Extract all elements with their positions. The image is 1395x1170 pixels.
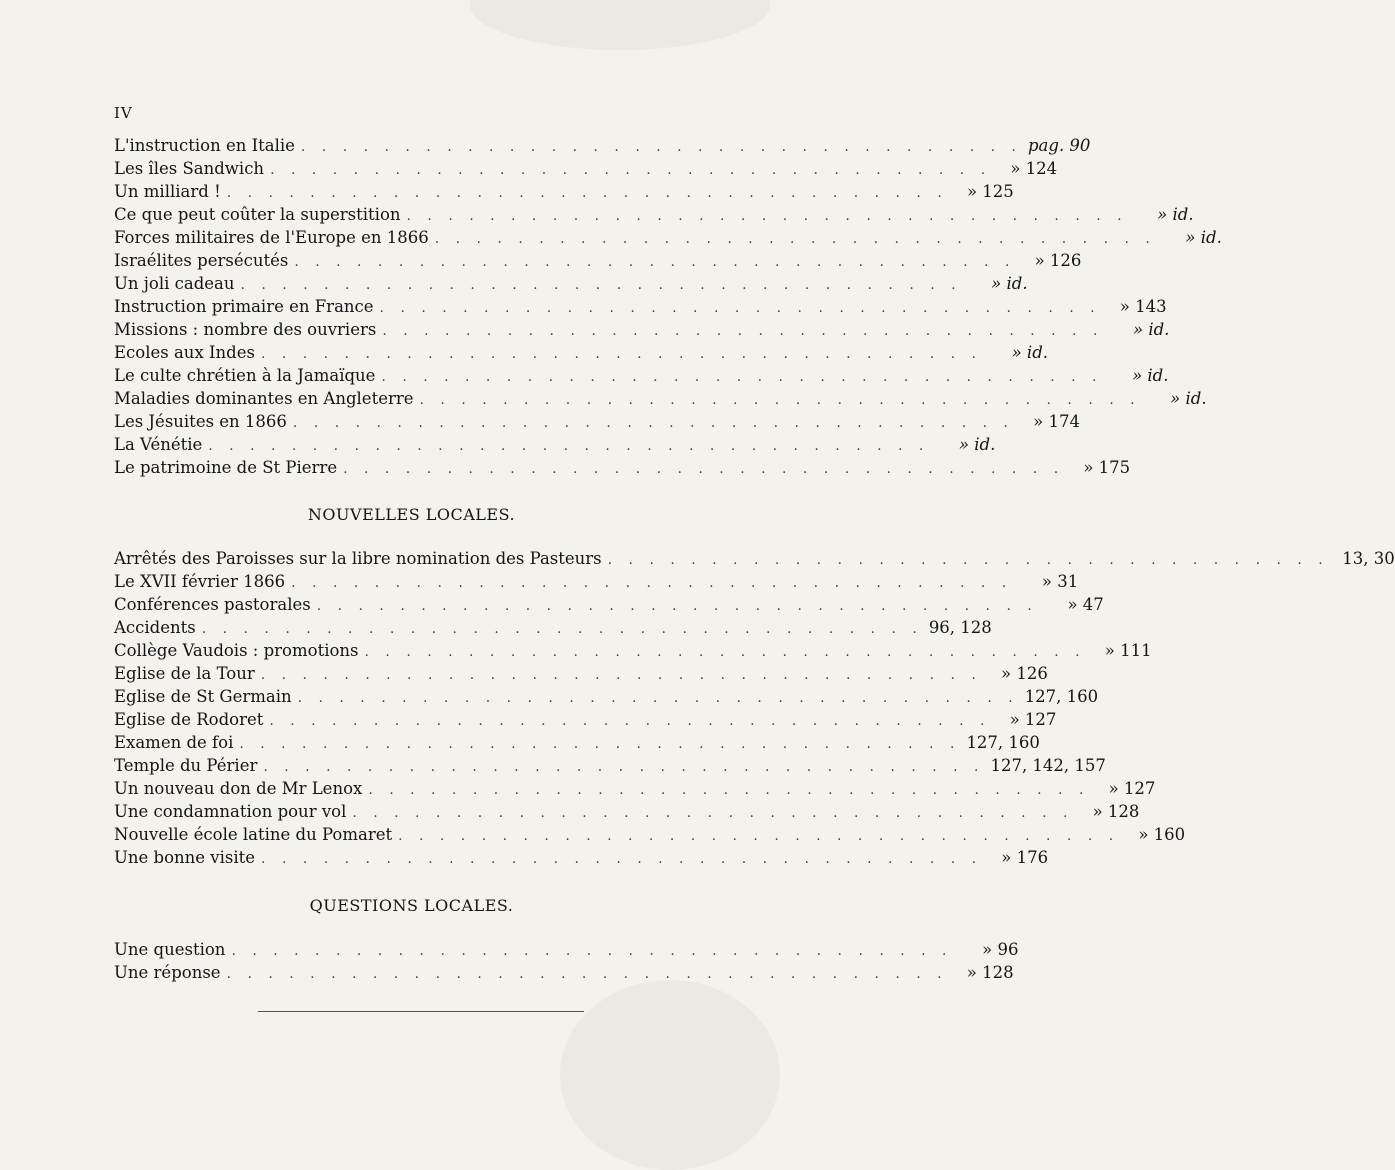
leader-dots: . . . . . . . . . . . . . . . . . . . . . . . . . . . . . . . . . . . <box>226 185 948 201</box>
toc-entry-title: Le XVII février 1866 <box>114 572 286 591</box>
toc-entry-title: Instruction primaire en France <box>114 297 374 316</box>
toc-entry <box>114 182 1014 205</box>
toc-entry <box>114 641 1152 664</box>
toc-entry-page-ref: » 31 <box>1041 572 1079 591</box>
toc-entry-page-ref: » 174 <box>1033 412 1080 431</box>
toc-entry-page-ref: » 125 <box>966 182 1014 201</box>
leader-dots: . . . . . . . . . . . . . . . . . . . . . . . . . . . . . . . . . . . <box>260 346 983 362</box>
leader-dots: . . . . . . . . . . . . . . . . . . . . . . . . . . . . . . . . . . . <box>352 805 1074 821</box>
toc-entry <box>114 963 1014 986</box>
toc-entry-title: Eglise de St Germain <box>114 687 292 706</box>
toc-entry <box>114 297 1167 320</box>
toc-section-nouvelles-locales <box>114 549 1395 871</box>
toc-entry-page-ref: » id. <box>1132 366 1169 385</box>
toc-entry-title: Une question <box>114 940 226 959</box>
toc-entry-page-ref: » 128 <box>1092 802 1140 821</box>
paper-stain <box>470 0 770 50</box>
toc-entry <box>114 664 1048 687</box>
toc-entry-title: Un joli cadeau <box>114 274 235 293</box>
toc-entry <box>114 825 1186 848</box>
leader-dots: . . . . . . . . . . . . . . . . . . . . . . . . . . . . . . . . . . . <box>260 667 982 683</box>
toc-entry <box>114 549 1395 572</box>
toc-entry-title: Arrêtés des Paroisses sur la libre nomination des Pasteurs <box>114 549 602 568</box>
toc-entry-title: Le culte chrétien à la Jamaïque <box>114 366 376 385</box>
leader-dots: . . . . . . . . . . . . . . . . . . . . . . . . . . . . . . . . . . . <box>382 323 1104 339</box>
leader-dots: . . . . . . . . . . . . . . . . . . . . . . . . . . . . . . . . . . . <box>263 759 985 775</box>
leader-dots: . . . . . . . . . . . . . . . . . . . . . . . . . . . . . . . . . . . <box>316 598 1038 614</box>
leader-dots: . . . . . . . . . . . . . . . . . . . . . . . . . . . . . . . . . . . <box>398 828 1120 844</box>
leader-dots: . . . . . . . . . . . . . . . . . . . . . . . . . . . . . . . . . . . <box>368 782 1090 798</box>
toc-entry-page-ref: » id. <box>1185 228 1222 247</box>
toc-entry-title: Forces militaires de l'Europe en 1866 <box>114 228 429 247</box>
toc-entry <box>114 389 1207 412</box>
toc-entry-page-ref: » 176 <box>1001 848 1049 867</box>
paper-stain <box>560 980 780 1170</box>
toc-entry-page-ref: » 126 <box>1034 251 1082 270</box>
toc-entry-title: Une bonne visite <box>114 848 256 867</box>
leader-dots: . . . . . . . . . . . . . . . . . . . . . . . . . . . . . . . . . . . <box>294 254 1016 270</box>
leader-dots: . . . . . . . . . . . . . . . . . . . . . . . . . . . . . . . . . . . <box>261 851 983 867</box>
leader-dots: . . . . . . . . . . . . . . . . . . . . . . . . . . . . . . . . . . . <box>300 139 1022 155</box>
toc-entry <box>114 274 1028 297</box>
toc-entry-title: Une condamnation pour vol <box>114 802 347 821</box>
toc-entry-title: Maladies dominantes en Angleterre <box>114 389 414 408</box>
toc-entry-page-ref: » 143 <box>1119 297 1167 316</box>
toc-entry-page-ref: 96, 128 <box>928 618 992 637</box>
toc-entry-page-ref: 127, 142, 157 <box>990 756 1106 775</box>
leader-dots: . . . . . . . . . . . . . . . . . . . . . . . . . . . . . . . . . . . <box>231 943 953 959</box>
toc-entry-title: Ecoles aux Indes <box>114 343 255 362</box>
toc-entry-title: Conférences pastorales <box>114 595 311 614</box>
toc-entry <box>114 458 1131 481</box>
leader-dots: . . . . . . . . . . . . . . . . . . . . . . . . . . . . . . . . . . . <box>343 461 1065 477</box>
toc-entry-title: Examen de foi <box>114 733 234 752</box>
toc-entry-title: Missions : nombre des ouvriers <box>114 320 377 339</box>
toc-entry <box>114 595 1104 618</box>
toc-entry-title: Une réponse <box>114 963 221 982</box>
toc-entry <box>114 228 1222 251</box>
toc-entry-title: Les Jésuites en 1866 <box>114 412 287 431</box>
toc-entry <box>114 687 1099 710</box>
toc-entry-page-ref: » 96 <box>982 940 1019 959</box>
leader-dots: . . . . . . . . . . . . . . . . . . . . . . . . . . . . . . . . . . . <box>292 415 1014 431</box>
toc-entry <box>114 366 1169 389</box>
toc-entry-title: Le patrimoine de St Pierre <box>114 458 338 477</box>
toc-entry-page-ref: 13, 30 <box>1342 549 1395 568</box>
toc-entry <box>114 412 1080 435</box>
toc-entry-title: Un nouveau don de Mr Lenox <box>114 779 363 798</box>
toc-entry-title: Nouvelle école latine du Pomaret <box>114 825 393 844</box>
toc-entry-page-ref: » 124 <box>1010 159 1058 178</box>
toc-entry-page-ref: » 128 <box>966 963 1014 982</box>
toc-entry-title: La Vénétie <box>114 435 203 454</box>
toc-entry <box>114 618 992 641</box>
toc-entry-page-ref: » id. <box>1170 389 1207 408</box>
toc-entry <box>114 251 1082 274</box>
toc-section-questions-locales <box>114 940 1019 986</box>
toc-entry <box>114 320 1170 343</box>
toc-entry-title: Collège Vaudois : promotions <box>114 641 359 660</box>
toc-entry-title: Temple du Périer <box>114 756 258 775</box>
toc-entry-page-ref: » id. <box>1157 205 1194 224</box>
leader-dots: . . . . . . . . . . . . . . . . . . . . . . . . . . . . . . . . . . . <box>269 713 991 729</box>
toc-entry-page-ref: » 175 <box>1083 458 1131 477</box>
toc-entry-page-ref: » 126 <box>1000 664 1048 683</box>
toc-entry-page-ref: » 111 <box>1104 641 1152 660</box>
toc-entry-page-ref: 127, 160 <box>1024 687 1099 706</box>
toc-entry-page-ref: » id. <box>1011 343 1049 362</box>
toc-entry <box>114 756 1106 779</box>
leader-dots: . . . . . . . . . . . . . . . . . . . . . . . . . . . . . . . . . . . <box>270 162 992 178</box>
toc-entry-title: Un milliard ! <box>114 182 221 201</box>
toc-entry-page-ref: » id. <box>1132 320 1170 339</box>
leader-dots: . . . . . . . . . . . . . . . . . . . . . . . . . . . . . . . . . . . <box>379 300 1101 316</box>
toc-entry <box>114 159 1058 182</box>
leader-dots: . . . . . . . . . . . . . . . . . . . . . . . . . . . . . . . . . . . <box>226 966 948 982</box>
leader-dots: . . . . . . . . . . . . . . . . . . . . . . . . . . . . . . . . . . . <box>381 369 1103 385</box>
leader-dots: . . . . . . . . . . . . . . . . . . . . . . . . . . . . . . . . . . . <box>406 208 1128 224</box>
toc-section-general <box>114 136 1222 481</box>
toc-entry <box>114 710 1057 733</box>
toc-entry-page-ref: 127, 160 <box>966 733 1040 752</box>
leader-dots: . . . . . . . . . . . . . . . . . . . . . . . . . . . . . . . . . . . <box>364 644 1086 660</box>
page-number: IV <box>114 104 133 122</box>
leader-dots: . . . . . . . . . . . . . . . . . . . . . . . . . . . . . . . . . . . <box>419 392 1141 408</box>
toc-entry-page-ref: » 160 <box>1138 825 1186 844</box>
leader-dots: . . . . . . . . . . . . . . . . . . . . . . . . . . . . . . . . . . . <box>291 575 1013 591</box>
leader-dots: . . . . . . . . . . . . . . . . . . . . . . . . . . . . . . . . . . . <box>297 690 1019 706</box>
leader-dots: . . . . . . . . . . . . . . . . . . . . . . . . . . . . . . . . . . . <box>240 277 962 293</box>
section-heading-nouvelles-locales: NOUVELLES LOCALES. <box>307 505 516 524</box>
leader-dots: . . . . . . . . . . . . . . . . . . . . . . . . . . . . . . . . . . . <box>201 621 923 637</box>
toc-entry-title: Eglise de la Tour <box>114 664 255 683</box>
toc-entry-title: Israélites persécutés <box>114 251 289 270</box>
toc-entry <box>114 205 1194 228</box>
toc-entry <box>114 848 1049 871</box>
toc-entry <box>114 435 996 458</box>
toc-entry-page-ref: » 47 <box>1067 595 1104 614</box>
toc-entry <box>114 779 1156 802</box>
toc-entry <box>114 572 1079 595</box>
toc-entry <box>114 940 1019 963</box>
toc-entry <box>114 343 1049 366</box>
leader-dots: . . . . . . . . . . . . . . . . . . . . . . . . . . . . . . . . . . . <box>434 231 1156 247</box>
toc-entry-page-ref: » id. <box>958 435 996 454</box>
closing-rule <box>258 1011 584 1012</box>
toc-entry-title: Ce que peut coûter la superstition <box>114 205 401 224</box>
leader-dots: . . . . . . . . . . . . . . . . . . . . . . . . . . . . . . . . . . . <box>607 552 1329 568</box>
section-heading-questions-locales: QUESTIONS LOCALES. <box>309 896 514 915</box>
toc-entry <box>114 136 1091 159</box>
toc-entry-page-ref: pag. 90 <box>1027 136 1091 155</box>
toc-entry-page-ref: » 127 <box>1108 779 1156 798</box>
toc-entry-title: Les îles Sandwich <box>114 159 265 178</box>
toc-entry-page-ref: » id. <box>991 274 1028 293</box>
toc-entry-page-ref: » 127 <box>1009 710 1057 729</box>
toc-entry <box>114 733 1040 756</box>
leader-dots: . . . . . . . . . . . . . . . . . . . . . . . . . . . . . . . . . . . <box>208 438 930 454</box>
toc-entry-title: Eglise de Rodoret <box>114 710 264 729</box>
leader-dots: . . . . . . . . . . . . . . . . . . . . . . . . . . . . . . . . . . . <box>239 736 961 752</box>
toc-entry-title: L'instruction en Italie <box>114 136 295 155</box>
toc-entry-title: Accidents <box>114 618 196 637</box>
toc-entry <box>114 802 1140 825</box>
